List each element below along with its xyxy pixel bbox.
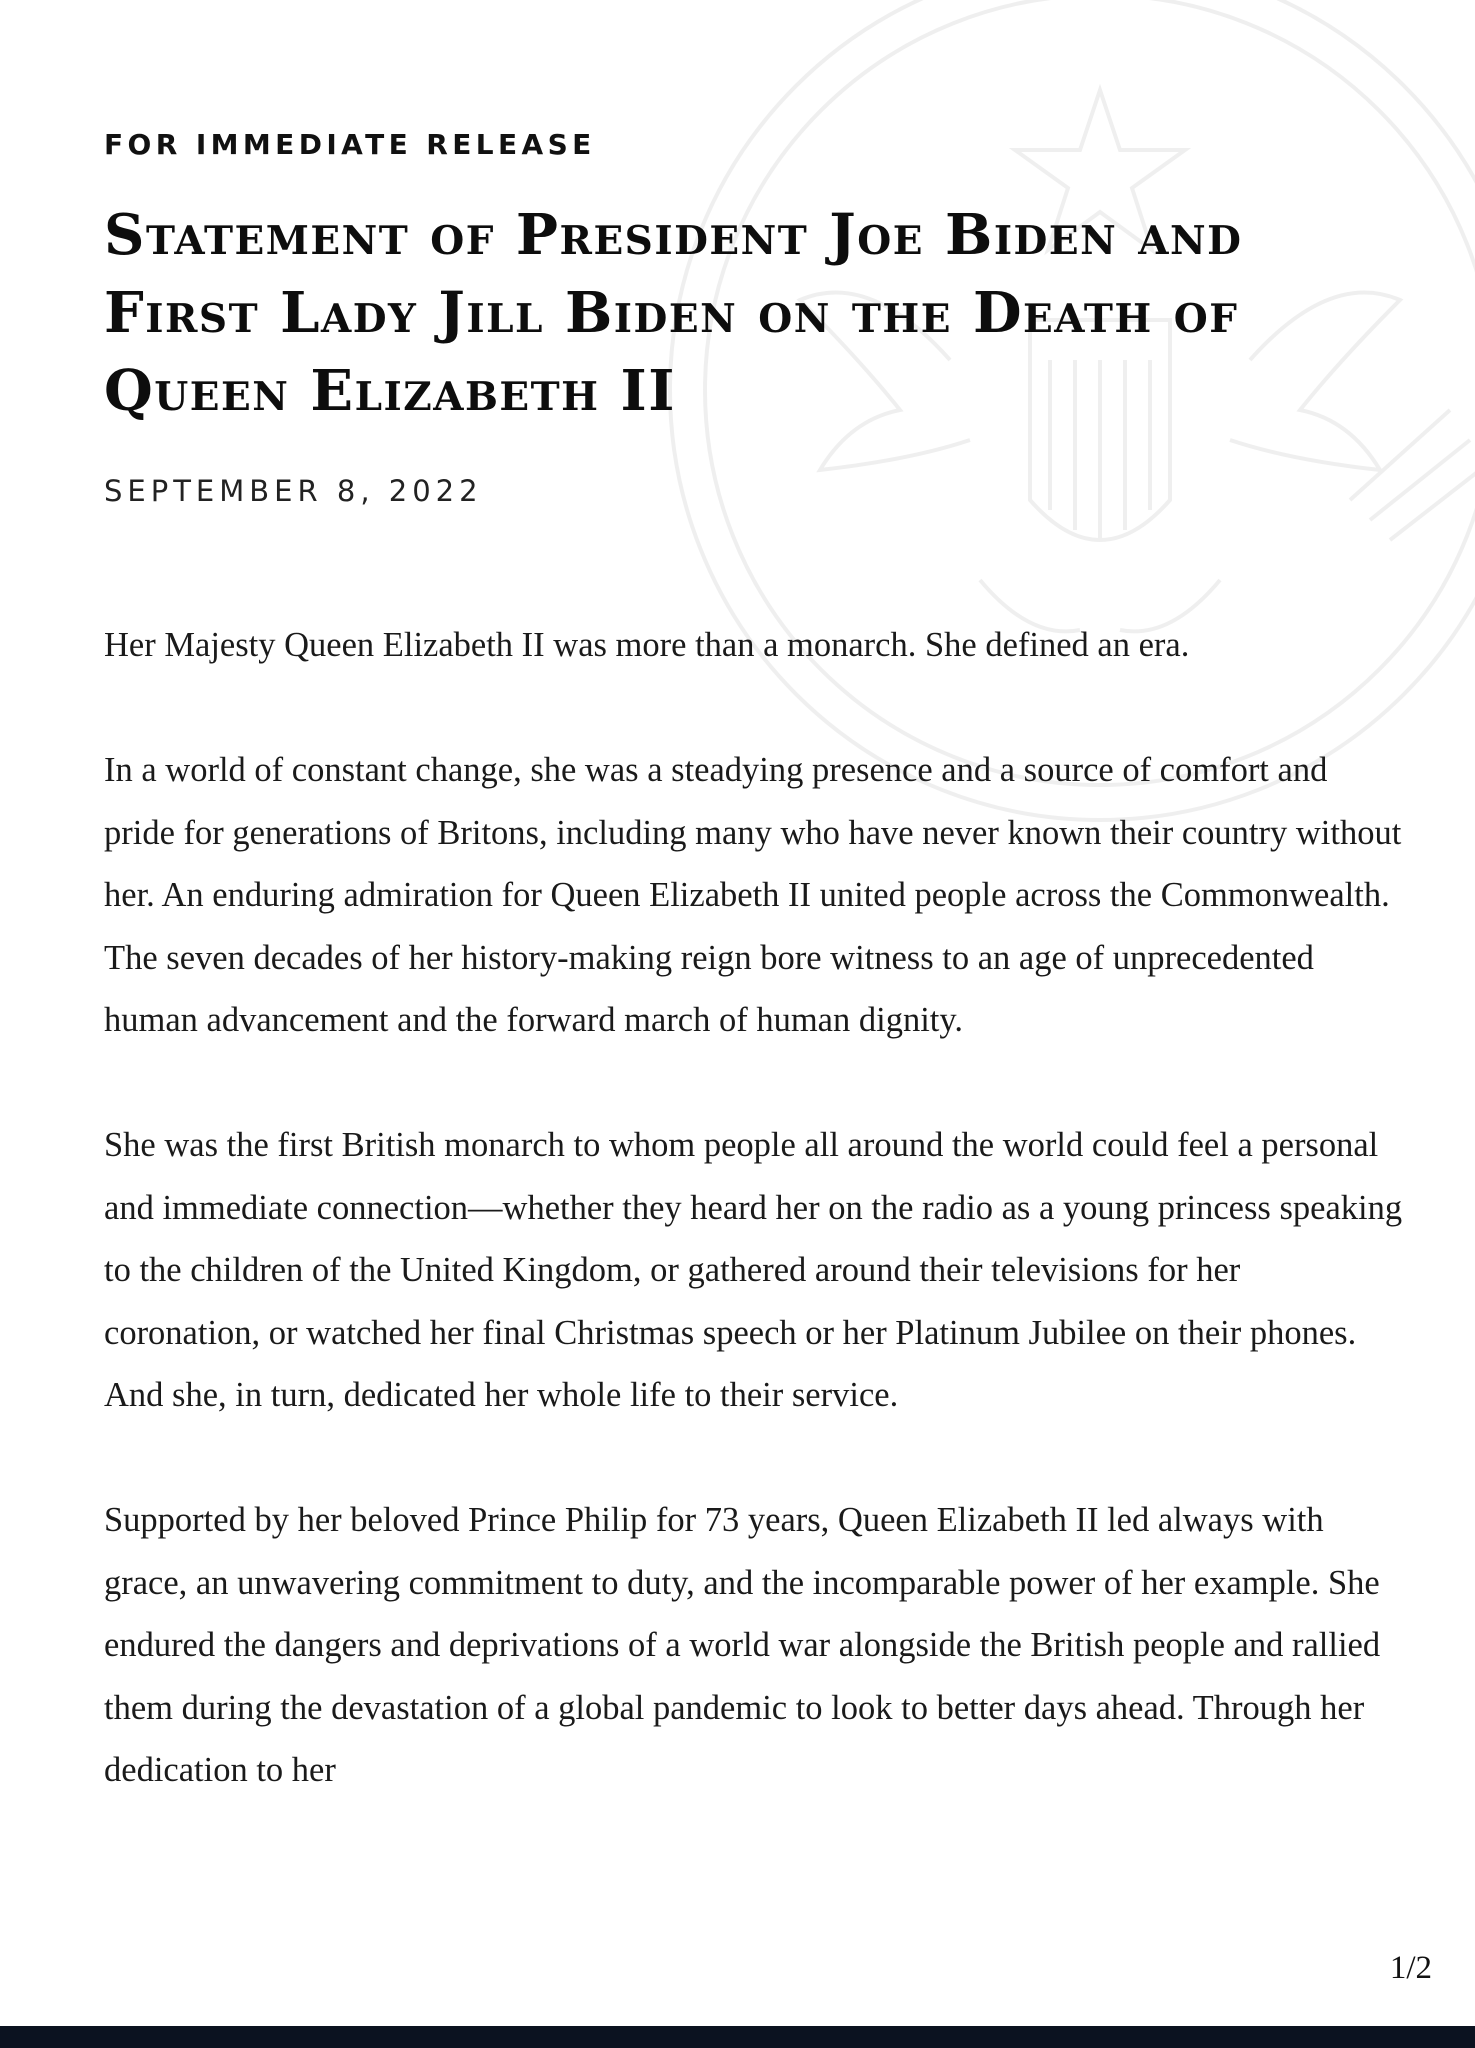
page-number: 1/2 — [1389, 1950, 1432, 1986]
release-body — [104, 614, 1404, 1802]
body-paragraph: In a world of constant change, she was a steadying presence and a source of comfort and pride for generations of Britons, including many who have never known their country without her. An enduring admiration for Queen Elizabeth II united people across the Commonwealth. The seven decades of her history-making reign bore witness to an age of unprecedented human advancement and the forward march of human dignity. — [104, 751, 1402, 1039]
footer-bar — [0, 2026, 1475, 2048]
body-paragraph: Supported by her beloved Prince Philip for 73 years, Queen Elizabeth II led always with grace, an unwavering commitment to duty, and the incomparable power of her example. She endured the dangers and deprivations of a world war alongside the British people and rallied them during the devastation of a global pandemic to look to better days ahead. Through her dedication to her — [104, 1501, 1381, 1789]
release-kicker: FOR IMMEDIATE RELEASE — [104, 128, 596, 161]
body-paragraph: Her Majesty Queen Elizabeth II was more than a monarch. She defined an era. — [104, 626, 1190, 664]
body-paragraph: She was the first British monarch to whom people all around the world could feel a personal and immediate connection—whether they heard her on the radio as a young princess speaking to the children of the United Kingdom, or gathered around their televisions for her coronation, or watched her final Christmas speech or her Platinum Jubilee on their phones. And she, in turn, dedicated her whole life to their service. — [104, 1126, 1403, 1414]
release-date: SEPTEMBER 8, 2022 — [104, 474, 483, 508]
release-title: Statement of President Joe Biden and First Lady Jill Biden on the Death of Queen Elizabeth II — [104, 202, 1243, 424]
